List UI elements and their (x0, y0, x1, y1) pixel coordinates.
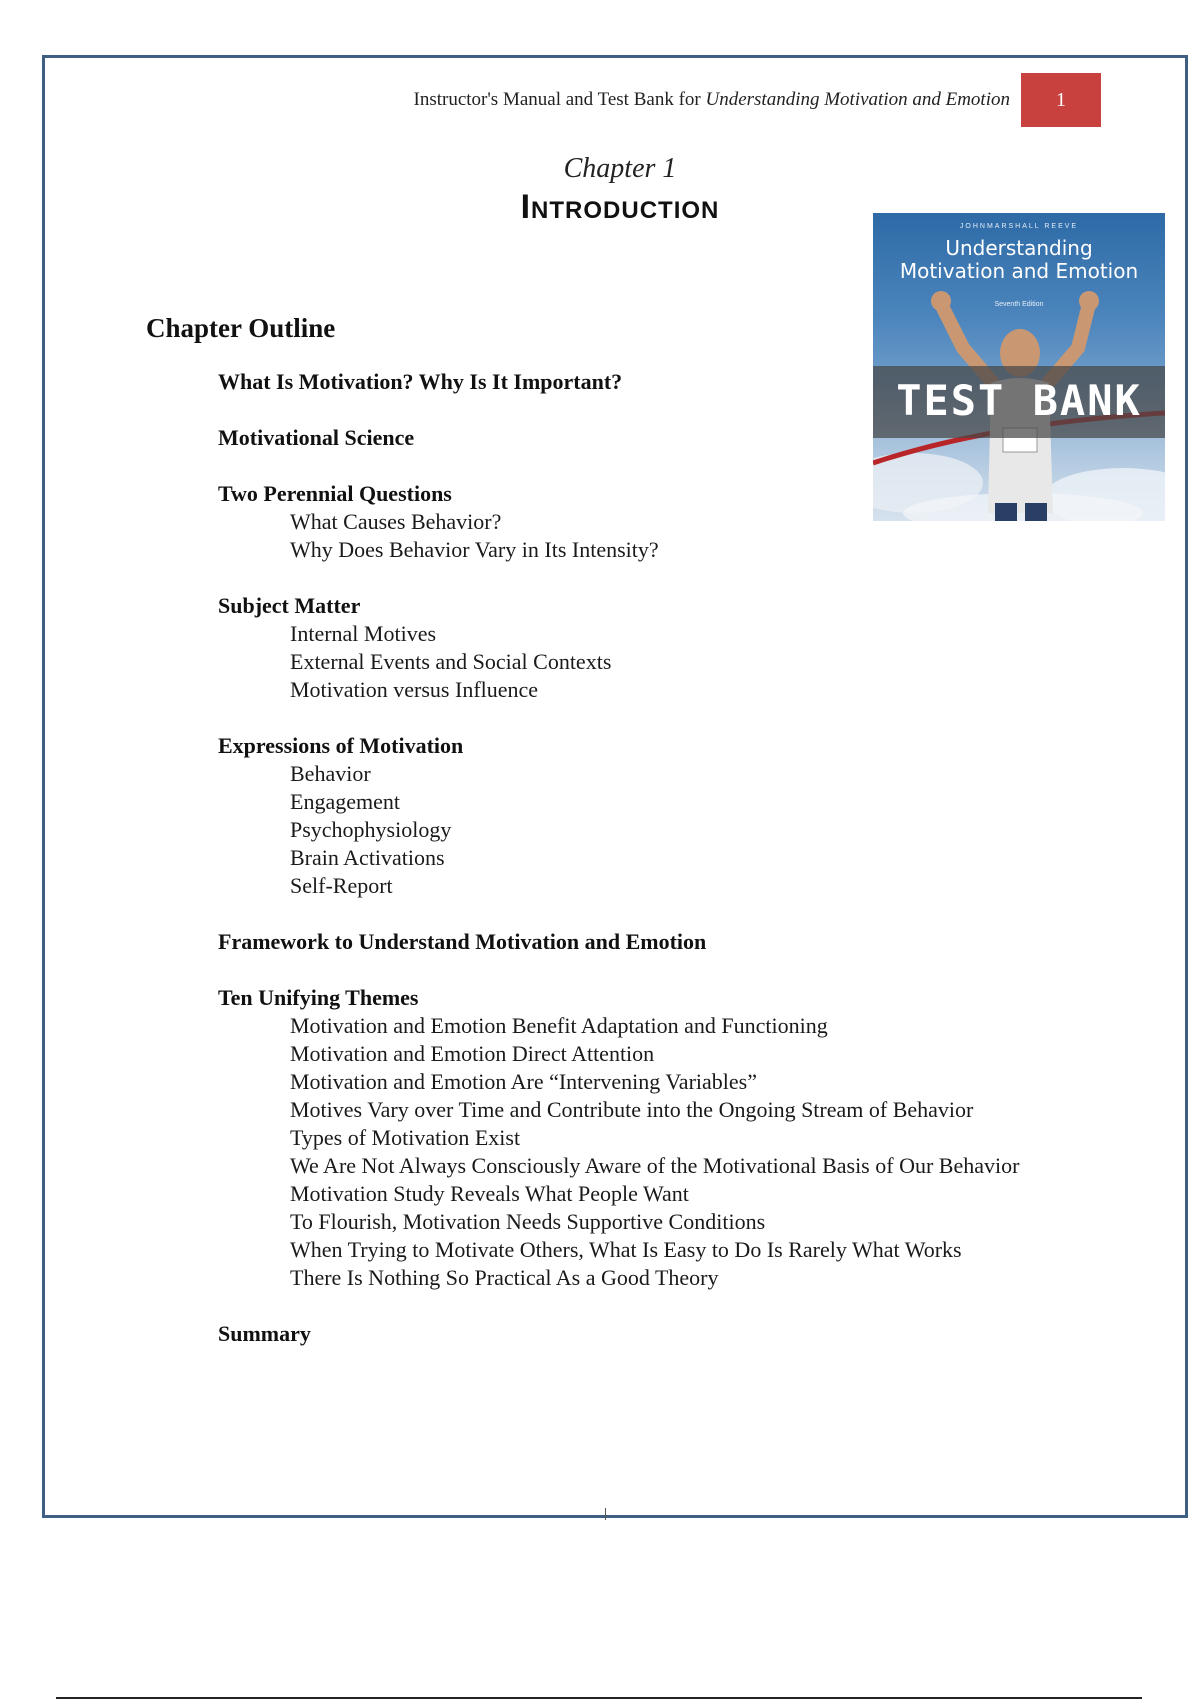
cover-title-line1: Understanding (945, 236, 1093, 260)
section-title: Subject Matter (218, 593, 361, 618)
section-subitem: We Are Not Always Consciously Aware of the Motivational Basis of Our Behavior (290, 1153, 1020, 1178)
section-subitem: Behavior (290, 761, 371, 786)
cover-title-line2: Motivation and Emotion (899, 259, 1139, 283)
running-header (300, 89, 1010, 111)
section-title: Summary (218, 1321, 311, 1346)
section-title: Two Perennial Questions (218, 481, 452, 506)
outline-section (218, 1320, 1118, 1348)
section-subitem: External Events and Social Contexts (290, 649, 612, 674)
section-title: Expressions of Motivation (218, 733, 464, 758)
section-subitem: Why Does Behavior Vary in Its Intensity? (290, 537, 659, 562)
section-subitem: Motivation and Emotion Direct Attention (290, 1041, 655, 1066)
section-subitem: Engagement (290, 789, 400, 814)
section-subitem: Psychophysiology (290, 817, 452, 842)
outline-section (218, 984, 1118, 1292)
outline-heading: Chapter Outline (146, 313, 336, 343)
section-subitem: Motivation versus Influence (290, 677, 539, 702)
section-subitem: Brain Activations (290, 845, 445, 870)
header-prefix: Instructor's Manual and Test Bank for (413, 89, 706, 110)
bottom-rule (56, 1697, 1142, 1699)
chapter-label: Chapter 1 (563, 153, 677, 184)
outline-section (218, 368, 1118, 396)
outline-section (218, 424, 1118, 452)
cover-title (873, 237, 1165, 283)
section-subitem: Self-Report (290, 873, 393, 898)
header-book-title: Understanding Motivation and Emotion (705, 89, 1010, 110)
outline-section (218, 480, 1118, 564)
section-subitem: Types of Motivation Exist (290, 1125, 521, 1150)
outline-section (218, 592, 1118, 704)
section-subitem: Motivation and Emotion Are “Intervening Variables” (290, 1069, 757, 1094)
section-subitem: Motivation and Emotion Benefit Adaptation and Functioning (290, 1013, 828, 1038)
section-title: What Is Motivation? Why Is It Important? (218, 369, 623, 394)
cover-author: JOHNMARSHALL REEVE (959, 223, 1079, 230)
section-subitem: To Flourish, Motivation Needs Supportive Conditions (290, 1209, 766, 1234)
cover-edition: Seventh Edition (994, 301, 1044, 308)
test-bank-label: TEST BANK (896, 376, 1142, 425)
chapter-title: Introduction (520, 188, 720, 226)
section-subitem: What Causes Behavior? (290, 509, 502, 534)
outline-section (218, 732, 1118, 900)
section-title: Motivational Science (218, 425, 415, 450)
chapter-outline (218, 368, 1118, 1376)
page-number-badge: 1 (1021, 73, 1101, 127)
center-tick-mark (605, 1508, 606, 1520)
section-title: Ten Unifying Themes (218, 985, 419, 1010)
section-subitem: When Trying to Motivate Others, What Is Easy to Do Is Rarely What Works (290, 1237, 962, 1262)
section-title: Framework to Understand Motivation and Emotion (218, 929, 707, 954)
section-subitem: Motivation Study Reveals What People Want (290, 1181, 689, 1206)
section-subitem: Motives Vary over Time and Contribute into the Ongoing Stream of Behavior (290, 1097, 974, 1122)
section-subitem: There Is Nothing So Practical As a Good Theory (290, 1265, 719, 1290)
section-subitem: Internal Motives (290, 621, 437, 646)
outline-section (218, 928, 1118, 956)
